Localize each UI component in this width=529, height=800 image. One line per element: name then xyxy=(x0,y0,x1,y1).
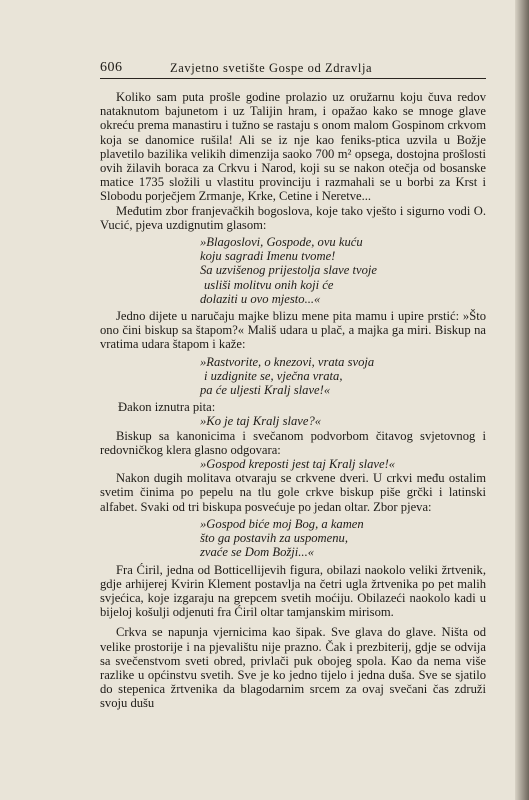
verse-block xyxy=(200,235,486,306)
paragraph: Međutim zbor franjevačkih bogoslova, koje tako vješto i sigurno vodi O. Vucić, pjeva uzdignutim glasom: xyxy=(100,203,486,232)
verse-line: »Gospod biće moj Bog, a kamen xyxy=(200,516,364,531)
paragraph: Crkva se napunja vjernicima kao šipak. Sve glava do glave. Ništa od velike prostorije i na pjevalištu nije prazno. Čak i prezbiterij, gdje se odvija sa svečenstvom sveti obred, privlači puk obojeg spola. Kao da nema više razlike u općinstvu svetih. Sve je ko jedno tijelo i jedna duša. Sve se sjatilo do stepenica žrtvenika da blagodarnim srcem za ovaj svečani čas združi svoju dušu xyxy=(100,625,486,711)
paragraph: Fra Ćiril, jedna od Botticellijevih figura, obilazi naokolo veliki žrtvenik, gdje arhijerej Kvirin Klement postavlja na četri ugla žrtvenika po pet malih svjećica, koje izgaraju na grepcem svetih moćiju. Obilazeći naokolo kadi u bijeloj košulji odjenuti fra Ćiril oltar tamjanskim mirisom. xyxy=(100,562,486,620)
page-body xyxy=(100,90,486,711)
page-header xyxy=(100,60,486,79)
dialogue-lead: Đakon iznutra pita: xyxy=(118,400,216,415)
verse-line: usliši molitvu onih koji će xyxy=(204,277,334,292)
verse-line: Sa uzvišenog prijestolja slave tvoje xyxy=(200,263,377,278)
verse-line: »Blagoslovi, Gospode, ovu kuću xyxy=(200,235,363,250)
verse-line: što ga postavih za uspomenu, xyxy=(200,531,348,546)
verse-block xyxy=(200,355,486,398)
verse-line: dolaziti u ovo mjesto...« xyxy=(200,291,321,306)
verse-line: pa će uljesti Kralj slave!« xyxy=(200,383,331,398)
running-title: Zavjetno svetište Gospe od Zdravlja xyxy=(170,61,373,75)
verse-block xyxy=(200,517,486,560)
verse-line: koju sagradi Imenu tvome! xyxy=(200,249,336,264)
verse-line: »Rastvorite, o knezovi, vrata svoja xyxy=(200,354,375,369)
paragraph: Nakon dugih molitava otvaraju se crkvene dveri. U crkvi među ostalim svetim činima po pepelu na tlu gole crkve biskup piše grčki i latinski alfabet. Svaki od tri biskupa posvećuje po jedan oltar. Zbor pjeva: xyxy=(100,471,486,514)
verse-line: zvaće se Dom Božji...« xyxy=(200,545,315,560)
paragraph: Biskup sa kanonicima i svečanom podvorbom čitavog svjetovnog i redovničkog klera glasno odgovara: xyxy=(100,428,486,457)
dialogue-block xyxy=(100,457,486,471)
page-number: 606 xyxy=(100,60,123,75)
verse-line: i uzdignite se, vječna vrata, xyxy=(204,368,343,383)
dialogue-block xyxy=(100,400,486,428)
dialogue-line: »Gospod kreposti jest taj Kralj slave!« xyxy=(200,457,396,472)
paragraph: Koliko sam puta prošle godine prolazio uz oružarnu koju čuva redov nataknutom bajunetom i uz Talijin hram, i opažao kako se mnoge glave okreću prema manastiru i tužno se rastaju s onom malom Gospinom crkvom koja se danomice rušila! Ali se iz nje kao feniks-ptica uzvila u Božje plavetilo bazilika velikih dimenzija saoko 700 m² opsega, dostojna prošlosti ovih žilavih boraca za Crkvu i Narod, koji su se nakon otečja od bosanske matice 1735 složili u vlastitu provinciju i razmahali se u borbi za Krst i Slobodu porječjem Zrmanje, Krke, Cetine i Neretve... xyxy=(100,90,486,204)
paragraph: Jedno dijete u naručaju majke blizu mene pita mamu i upire prstić: »Što ono čini biskup sa štapom?« Mališ udara u plač, a majka ga miri. Biskup na vratima udara štapom i kaže: xyxy=(100,309,486,352)
page-fold-shadow xyxy=(515,0,529,800)
dialogue-line: »Ko je taj Kralj slave?« xyxy=(200,414,322,429)
